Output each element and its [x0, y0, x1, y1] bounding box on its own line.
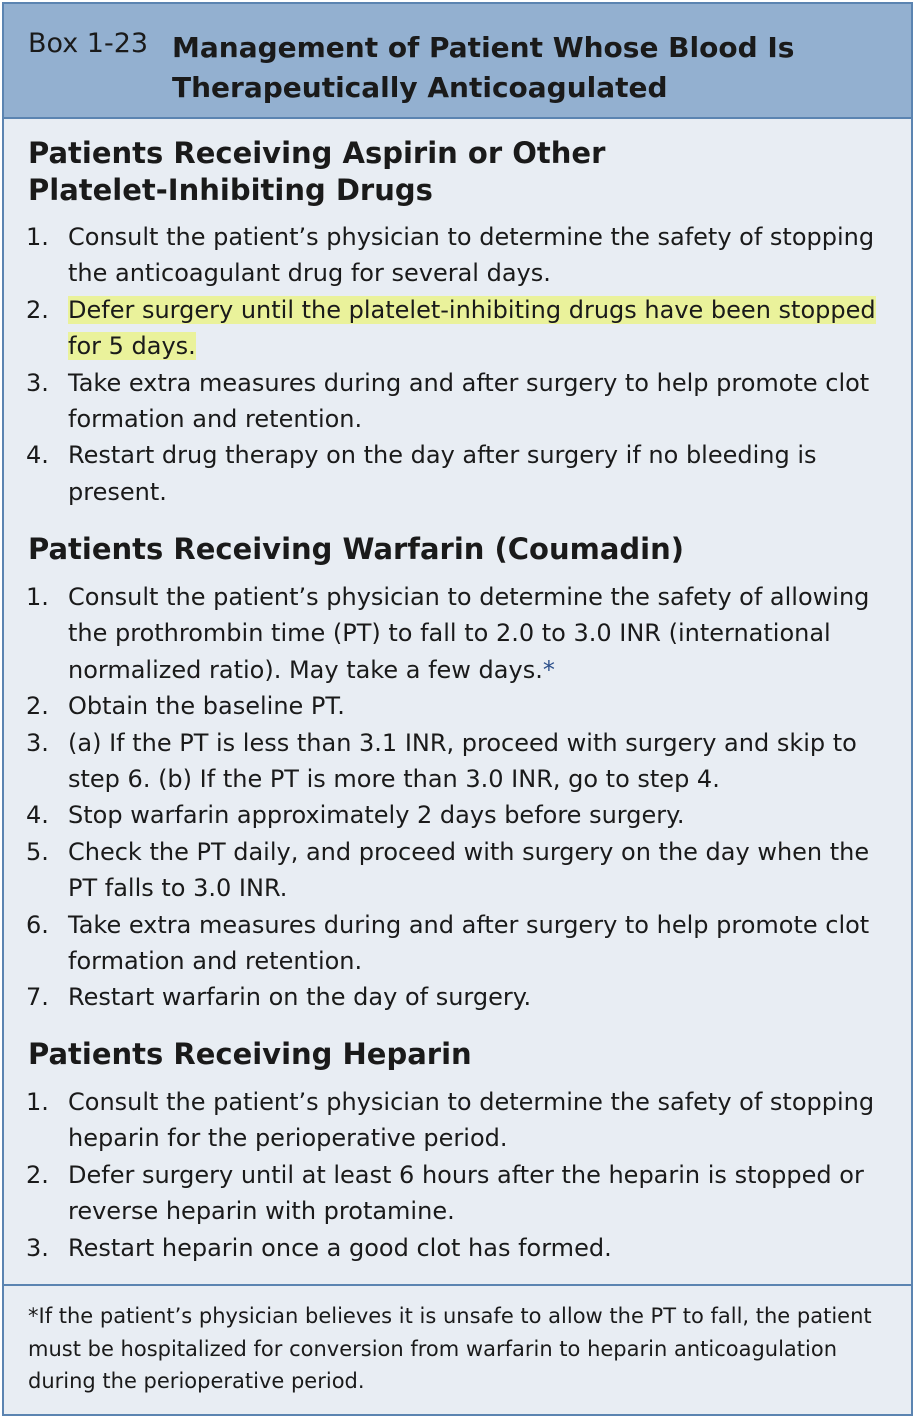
- heparin-steps-list: [26, 1084, 886, 1266]
- step-number: 1.: [26, 583, 49, 611]
- step-number: 4.: [26, 441, 49, 470]
- section-heading-warfarin: Patients Receiving Warfarin (Coumadin): [28, 532, 685, 566]
- step-number: 6.: [26, 910, 49, 939]
- list-item: [26, 834, 886, 907]
- list-item: [26, 437, 886, 510]
- step-text: Defer surgery until at least 6 hours after the heparin is stopped or reverse heparin with protamine.: [68, 1160, 864, 1226]
- section-heading-aspirin: Patients Receiving Aspirin or Other Platelet-Inhibiting Drugs: [28, 136, 606, 207]
- footnote-area: [4, 1284, 911, 1414]
- highlighted-step-text: Defer surgery until the platelet-inhibiting drugs have been stopped for 5 days.: [68, 295, 876, 361]
- section-heading-heparin: Patients Receiving Heparin: [28, 1037, 472, 1071]
- list-item: [26, 797, 886, 833]
- step-text: Consult the patient’s physician to determine the safety of stopping heparin for the perioperative period.: [68, 1088, 875, 1153]
- footnote-marker: *: [542, 655, 555, 684]
- step-number: 1.: [26, 223, 49, 251]
- step-number: 1.: [26, 1088, 49, 1116]
- list-item: [26, 725, 886, 798]
- list-item: [26, 365, 886, 438]
- list-item: [26, 1157, 886, 1230]
- list-item: [26, 1084, 886, 1157]
- step-text: Take extra measures during and after surgery to help promote clot formation and retention.: [68, 368, 870, 434]
- step-text: Take extra measures during and after surgery to help promote clot formation and retention.: [68, 910, 870, 976]
- step-number: 3.: [26, 1233, 49, 1262]
- list-item: [26, 688, 886, 724]
- step-number: 3.: [26, 368, 49, 397]
- aspirin-steps-list: [26, 219, 886, 510]
- step-number: 3.: [26, 728, 49, 757]
- box-header: [4, 4, 911, 119]
- step-text: Stop warfarin approximately 2 days before surgery.: [68, 801, 685, 830]
- warfarin-steps-list: [26, 579, 886, 1016]
- step-number: 5.: [26, 837, 49, 866]
- list-item: [26, 1230, 886, 1266]
- list-item: [26, 292, 886, 365]
- list-item: [26, 579, 886, 688]
- step-text: Obtain the baseline PT.: [68, 692, 345, 721]
- box-title: Management of Patient Whose Blood Is Therapeutically Anticoagulated: [172, 31, 795, 104]
- list-item: [26, 979, 886, 1015]
- info-box: [2, 2, 913, 1416]
- step-number: 2.: [26, 1160, 49, 1189]
- step-text: (a) If the PT is less than 3.1 INR, proceed with surgery and skip to step 6. (b) If the PT is more than 3.0 INR, go to step 4.: [68, 728, 857, 794]
- list-item: [26, 907, 886, 980]
- step-text: Consult the patient’s physician to determine the safety of allowing the prothrombin time (PT) to fall to 2.0 to 3.0 INR (international normalized ratio). May take a few days.: [68, 583, 870, 684]
- step-number: 4.: [26, 801, 49, 830]
- step-text: Consult the patient’s physician to determine the safety of stopping the anticoagulant drug for several days.: [68, 223, 875, 288]
- step-number: 2.: [26, 692, 49, 721]
- box-number: Box 1-23: [28, 28, 149, 59]
- footnote-text: *If the patient’s physician believes it is unsafe to allow the PT to fall, the patient must be hospitalized for conversion from warfarin to heparin anticoagulation during the perioperative period.: [28, 1304, 872, 1393]
- step-number: 2.: [26, 295, 49, 324]
- step-text: Restart heparin once a good clot has formed.: [68, 1233, 612, 1262]
- step-number: 7.: [26, 983, 49, 1012]
- list-item: [26, 219, 886, 292]
- step-text: Check the PT daily, and proceed with surgery on the day when the PT falls to 3.0 INR.: [68, 837, 870, 903]
- step-text: Restart warfarin on the day of surgery.: [68, 983, 532, 1012]
- step-text: Restart drug therapy on the day after surgery if no bleeding is present.: [68, 441, 817, 506]
- box-content: [4, 119, 911, 1284]
